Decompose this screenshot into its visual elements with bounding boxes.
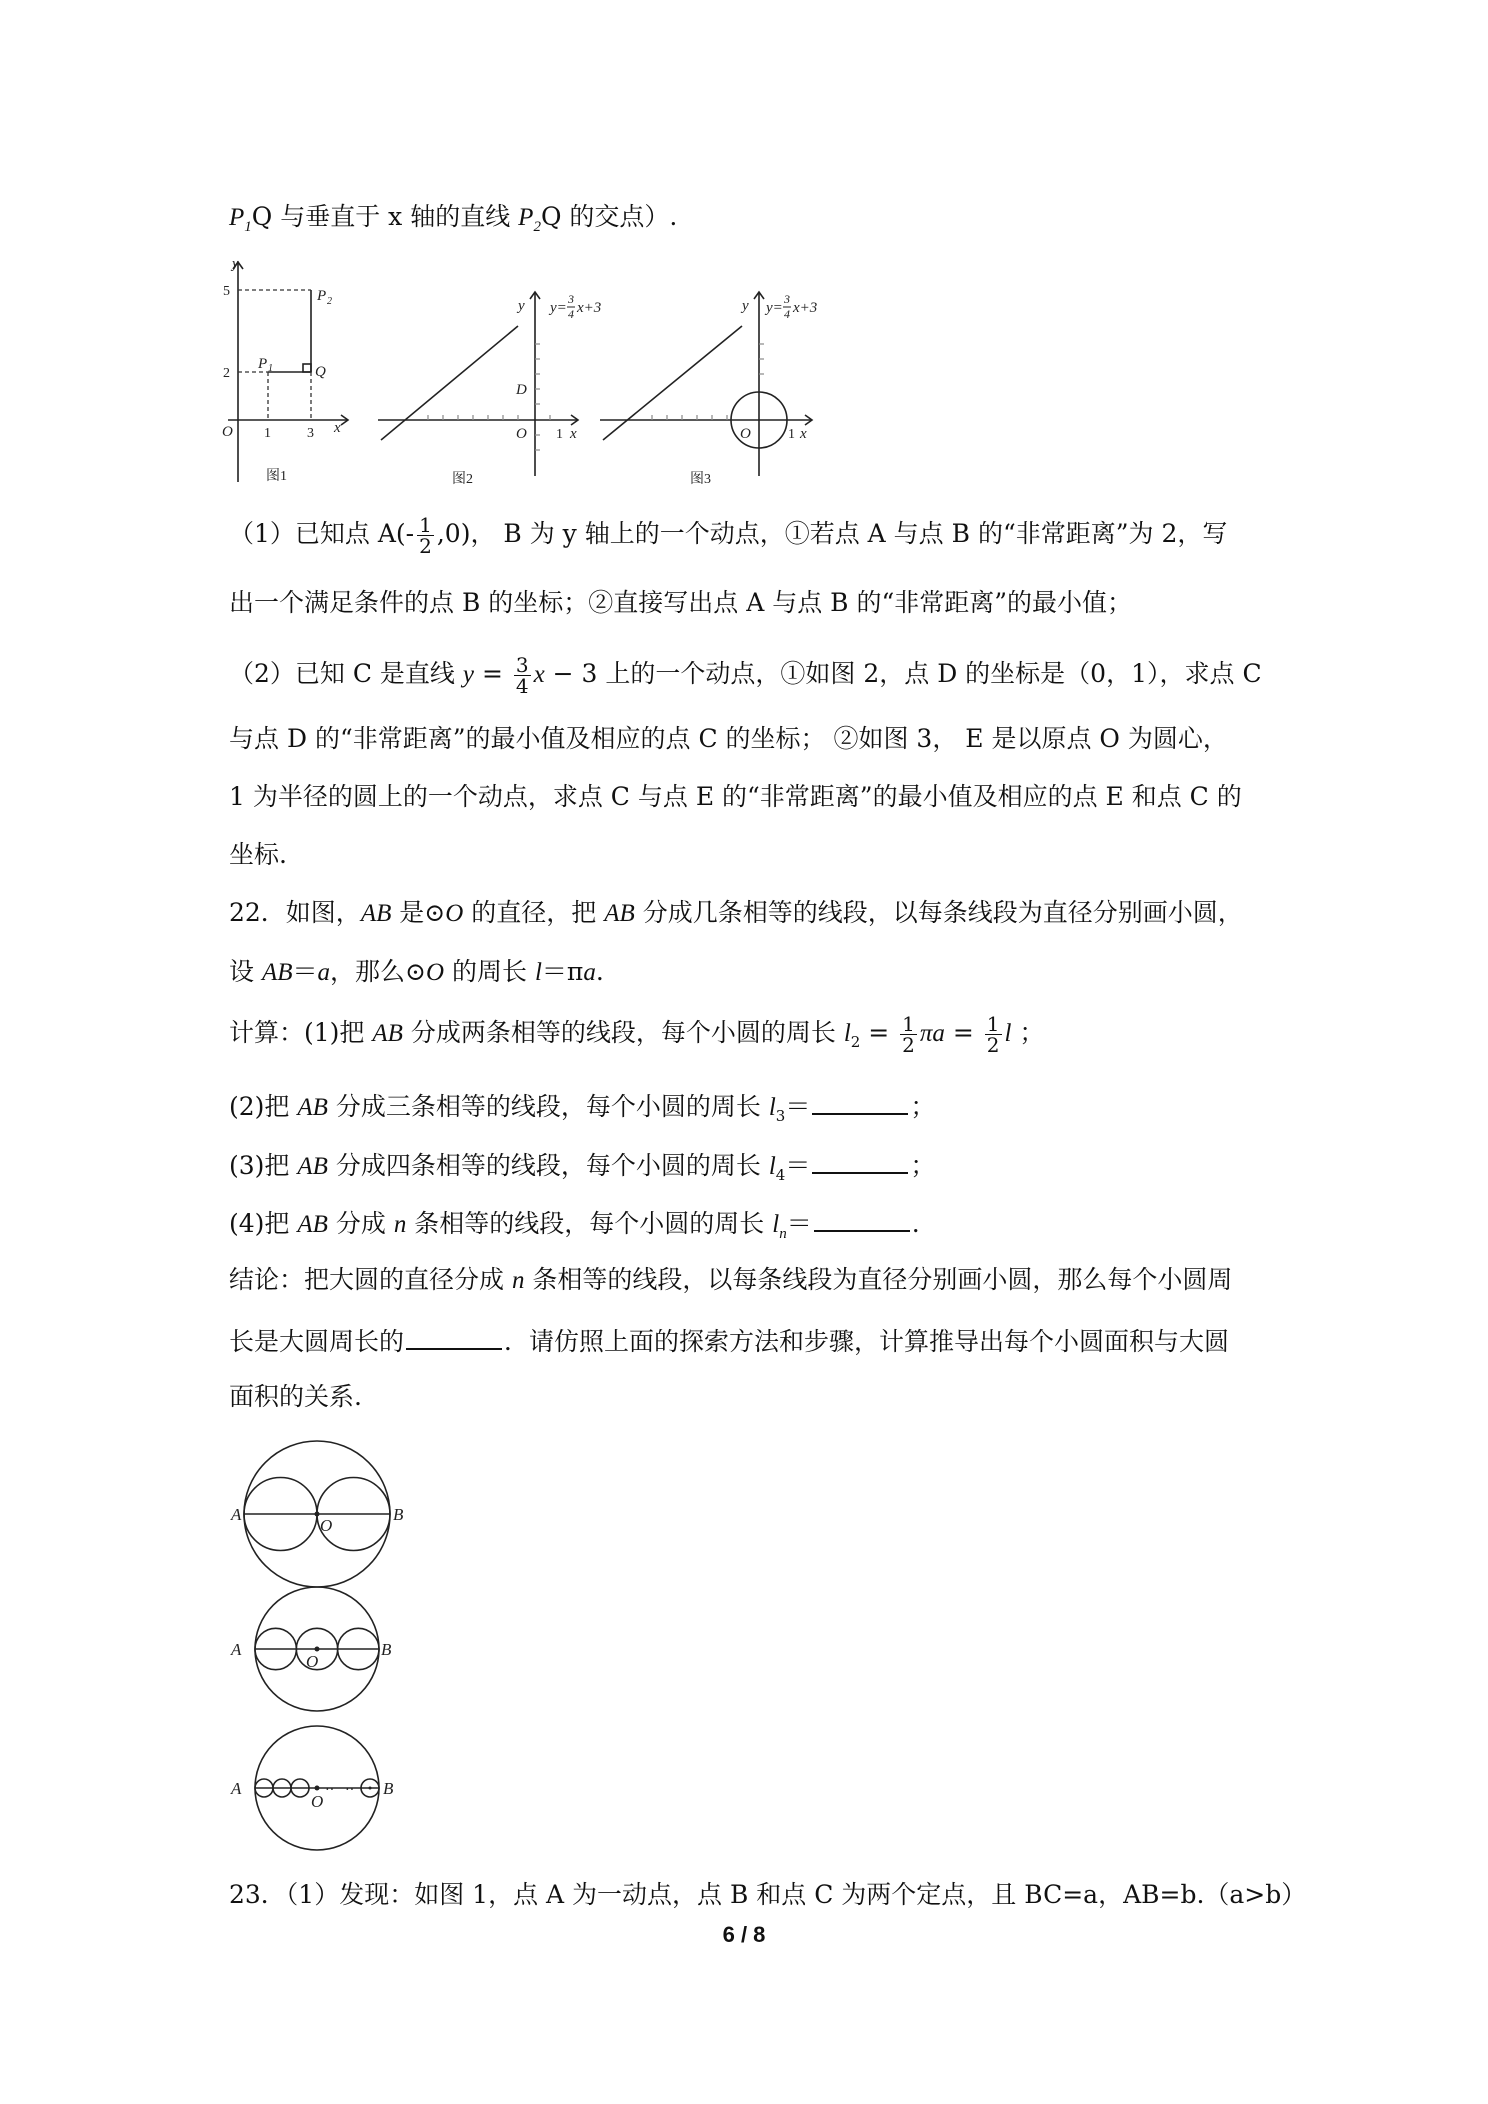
fig3-tick-1: 1 xyxy=(788,427,795,442)
fig1-origin: O xyxy=(222,424,233,440)
q21-part2-line2: 与点 D 的“非常距离”的最小值及相应的点 C 的坐标； ②如图 3， E 是以原点 O 为圆心， xyxy=(229,724,1228,753)
page-number: 6 / 8 xyxy=(722,1922,766,1947)
figure-2 xyxy=(378,280,602,490)
fig3-x-label: x xyxy=(800,426,807,442)
q22-conclusion2: 长是大圆周长的 ．请仿照上面的探索方法和步骤，计算推导出每个小圆面积与大圆 xyxy=(229,1322,1229,1359)
q22-calc3: (3)把 AB 分成四条相等的线段，每个小圆的周长 $l_4=$ ； xyxy=(229,1146,935,1192)
svg-text:··: ·· xyxy=(345,1783,355,1798)
q21-part2-line4: 坐标. xyxy=(229,840,287,869)
fig3-eq: y= xyxy=(766,300,783,316)
answer-blank-ratio[interactable] xyxy=(406,1322,502,1350)
fig-a-label-b: B xyxy=(393,1505,404,1524)
figure-3 xyxy=(600,280,840,490)
svg-text:2: 2 xyxy=(327,296,332,307)
fig1-p1: P xyxy=(258,356,268,372)
svg-text:··: ·· xyxy=(325,1783,335,1798)
fig-b-label-b: B xyxy=(381,1640,392,1659)
fig2-caption: 图2 xyxy=(452,472,473,487)
fig2-eq: y= xyxy=(550,300,567,316)
fig2-point-d: D xyxy=(516,382,527,398)
fig1-caption: 图1 xyxy=(266,469,287,484)
q22-calc1: 计算：(1)把 AB 分成两条相等的线段，每个小圆的周长 $l_2$ = $\frac{1}{2}$ πa = $\frac{1}{2}$ l ； xyxy=(229,1012,1045,1057)
fig1-y-label: y xyxy=(232,256,239,272)
fig1-q: Q xyxy=(315,364,326,380)
fig1-tick-1: 1 xyxy=(264,426,271,441)
fig3-origin: O xyxy=(740,426,751,442)
fig1-tick-5: 5 xyxy=(223,284,230,299)
svg-text:1: 1 xyxy=(268,363,273,374)
fig-b-label-o: O xyxy=(306,1652,319,1671)
answer-blank-ln[interactable] xyxy=(814,1204,910,1232)
q22-conclusion3: 面积的关系. xyxy=(229,1382,362,1411)
fig1-tick-3: 3 xyxy=(307,426,314,441)
svg-text:x+3: x+3 xyxy=(577,300,602,316)
q22-line2: 设 AB＝a，那么⊙O 的周长 l＝πa. xyxy=(229,957,604,986)
q21-part1-line1: （1）已知点 A(- $\frac{1}{2}$ ,0)， B 为 y 轴上的一个动点，①若点 A 与点 B 的“非常距离”为 2，写 xyxy=(229,513,1228,558)
circle-figures xyxy=(225,1430,425,1860)
q22-conclusion1: 结论：把大圆的直径分成 n 条相等的线段，以每条线段为直径分别画小圆，那么每个小圆周 xyxy=(229,1265,1233,1294)
svg-text:4: 4 xyxy=(784,307,790,321)
q22-calc4: (4)把 AB 分成 n 条相等的线段，每个小圆的周长 $l_n=$ . xyxy=(229,1204,920,1251)
fig3-caption: 图3 xyxy=(690,472,711,487)
answer-blank-l3[interactable] xyxy=(812,1087,908,1115)
q21-part2-line3: 1 为半径的圆上的一个动点，求点 C 与点 E 的“非常距离”的最小值及相应的点 E 和点 C 的 xyxy=(229,782,1242,811)
figure-1 xyxy=(218,250,358,490)
svg-text:3: 3 xyxy=(784,292,790,306)
answer-blank-l4[interactable] xyxy=(812,1146,908,1174)
svg-text:4: 4 xyxy=(568,307,574,321)
fig-b-label-a: A xyxy=(231,1640,242,1659)
q22-line1: 22．如图，AB 是⊙O 的直径，把 AB 分成几条相等的线段，以每条线段为直径分别画小圆， xyxy=(229,898,1243,927)
fig-c-label-b: B xyxy=(383,1779,394,1798)
fig3-y-label: y xyxy=(742,298,749,314)
fig-c-label-a: A xyxy=(231,1779,242,1798)
q22-calc2: (2)把 AB 分成三条相等的线段，每个小圆的周长 $l_3=$ ； xyxy=(229,1087,935,1133)
fig1-p2: P xyxy=(317,288,327,304)
svg-text:x+3: x+3 xyxy=(793,300,818,316)
q21-part1-line2: 出一个满足条件的点 B 的坐标；②直接写出点 A 与点 B 的“非常距离”的最小值； xyxy=(229,588,1133,617)
fig2-origin: O xyxy=(516,426,527,442)
fig-c-label-o: O xyxy=(311,1792,324,1811)
q23-line: 23．（1）发现：如图 1，点 A 为一动点，点 B 和点 C 为两个定点，且 BC=a，AB=b.（a>b） xyxy=(229,1880,1307,1909)
fig-a-label-o: O xyxy=(320,1516,333,1535)
fig2-x-label: x xyxy=(570,426,577,442)
fig-a-label-a: A xyxy=(231,1505,242,1524)
fig1-tick-2: 2 xyxy=(223,366,230,381)
q21-part2-line1: （2）已知 C 是直线 y = $\frac{3}{4}$ x − 3 上的一个动点，①如图 2，点 D 的坐标是（0，1），求点 C xyxy=(229,653,1262,698)
fig2-tick-1: 1 xyxy=(556,427,563,442)
fig1-x-label: x xyxy=(334,420,341,436)
svg-text:3: 3 xyxy=(568,292,574,306)
intro-line: $P_1Q$ 与垂直于 x 轴的直线 $P_2Q$ 的交点）. xyxy=(229,202,678,235)
fig2-y-label: y xyxy=(518,298,525,314)
